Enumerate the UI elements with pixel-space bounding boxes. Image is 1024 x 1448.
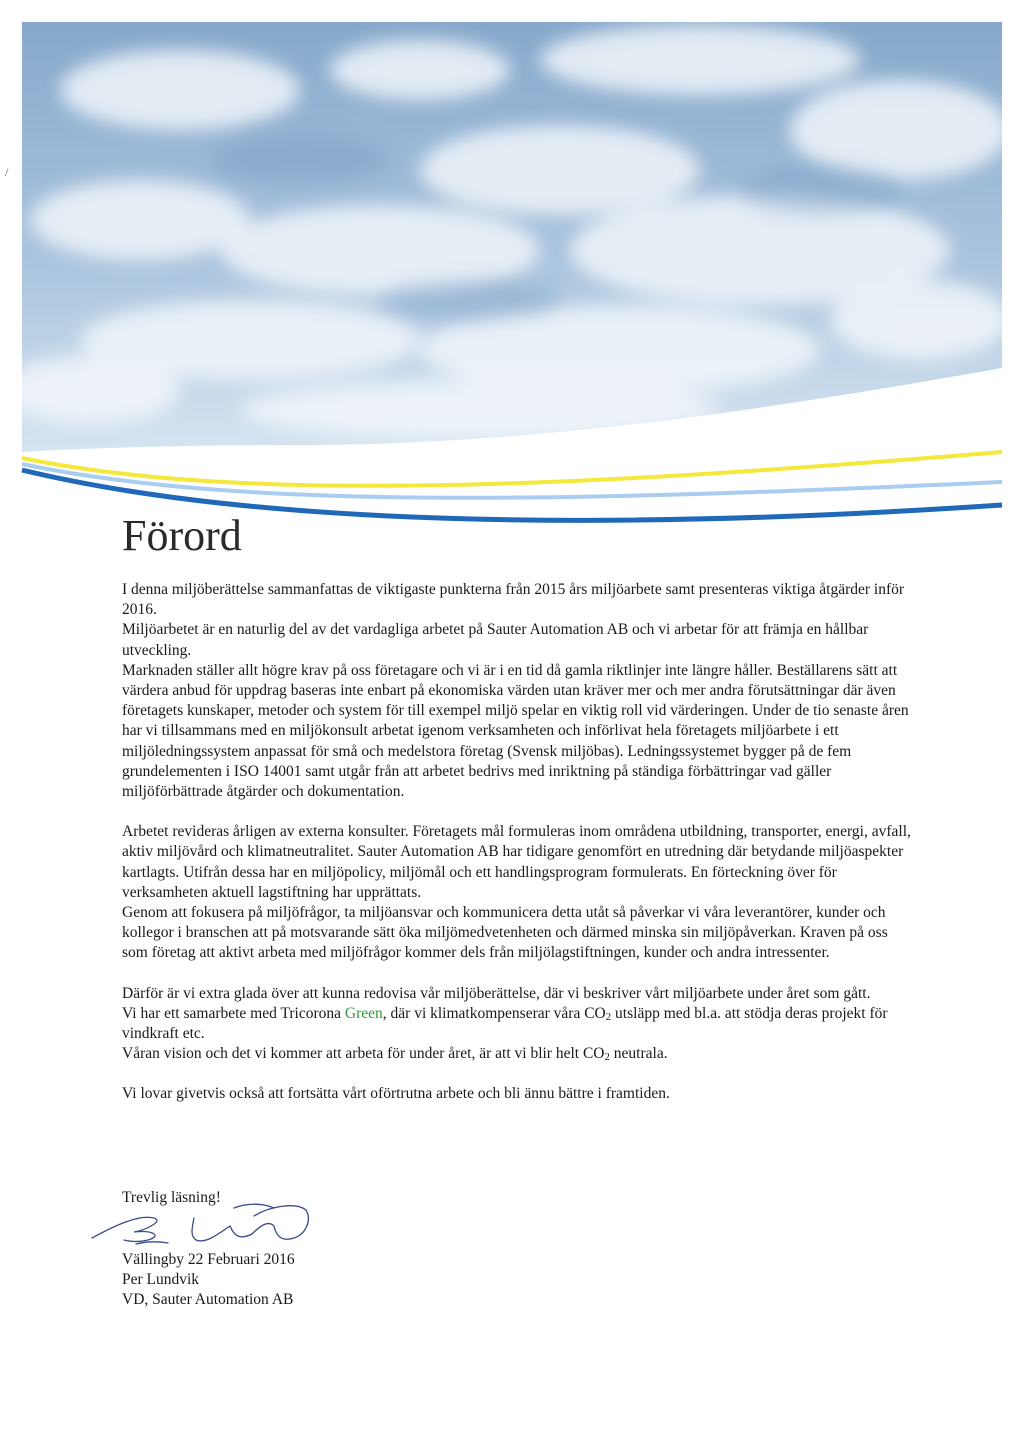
text-span: neutrala. bbox=[609, 1045, 668, 1063]
text-span: Våran vision och det vi kommer att arbeta för under året, är att vi blir helt CO bbox=[122, 1045, 605, 1063]
signature-block bbox=[122, 1250, 295, 1311]
sky-header-image bbox=[0, 0, 1024, 560]
text-span: Vi har ett samarbete med Tricorona bbox=[122, 1004, 345, 1022]
paragraph: Marknaden ställer allt högre krav på oss företagare och vi är i en tid då gamla riktlinjer inte längre håller. Beställarens sätt att värdera anbud för uppdrag baseras inte enbart på ekonomiska värden utan kräver mer och mer andra förutsättningar där även företagets kunskaper, metoder och system för till exempel miljö spelar en viktig roll vid värderingen. Under de tio senaste åren har vi tillsammans med en miljökonsult arbetat igenom verksamheten och införlivat hela företagets miljöarbete i ett miljöledningssystem anpassat för små och medelstora företag (Svensk miljöbas). Ledningssystemet bygger på de fem grundelementen i ISO 14001 samt utgår från att arbetet bedrivs med inriktning på ständiga förbättringar vad gäller miljöförbättrade åtgärder och dokumentation. bbox=[122, 661, 909, 801]
paragraph: Miljöarbetet är en naturlig del av det vardagliga arbetet på Sauter Automation AB och vi arbetar för att främja en hållbar utveckling. bbox=[122, 621, 869, 659]
body-text bbox=[122, 580, 912, 1105]
page-title: Förord bbox=[122, 511, 242, 560]
paragraph: Genom att fokusera på miljöfrågor, ta miljöansvar och kommunicera detta utåt så påverkar vi våra leverantörer, kunder och kollegor i branschen att på motsvarande sätt öka miljömedvetenheten och därmed minska sin miljöpåverkan. Kraven på oss som företag att aktivt arbeta med miljöfrågor kommer dels från miljölagstiftningen, kunder och andra intressenter. bbox=[122, 904, 888, 962]
closing: Trevlig läsning! bbox=[122, 1189, 221, 1206]
subscript: 2 bbox=[604, 1051, 610, 1064]
place-date: Vällingby 22 Februari 2016 bbox=[122, 1251, 295, 1268]
signer-role: VD, Sauter Automation AB bbox=[122, 1291, 294, 1309]
paragraph: I denna miljöberättelse sammanfattas de viktigaste punkterna från 2015 års miljöarbete samt presenteras viktiga åtgärder inför 2016. bbox=[122, 581, 905, 619]
scan-mark: / bbox=[5, 165, 9, 179]
paragraph: Därför är vi extra glada över att kunna redovisa vår miljöberättelse, där vi beskriver vårt miljöarbete under året som gått. bbox=[122, 984, 871, 1002]
text-span: utsläpp med bl.a. att stödja deras projekt för vindkraft etc. bbox=[122, 1004, 888, 1043]
paragraph-vision bbox=[122, 1044, 912, 1064]
paragraph: Arbetet revideras årligen av externa konsulter. Företagets mål formuleras inom områdena utbildning, transporter, energi, avfall, aktiv miljövård och klimatneutralitet. Sauter Automation AB har tidigare genomfört en utredning där betydande miljöaspekter kartlagts. Utifrån dessa har en miljöpolicy, miljömål och ett handlingsprogram formulerats. En förteckning över för verksamheten aktuell lagstiftning har upprättats. bbox=[122, 823, 911, 901]
text-span: , där vi klimatkompenserar våra CO bbox=[382, 1004, 606, 1022]
green-word: Green bbox=[344, 1004, 383, 1022]
paragraph: Vi lovar givetvis också att fortsätta vårt oförtrutna arbete och bli ännu bättre i framtiden. bbox=[122, 1085, 670, 1103]
paragraph-tricorona bbox=[122, 1004, 912, 1044]
signer-name: Per Lundvik bbox=[122, 1271, 200, 1289]
subscript: 2 bbox=[605, 1010, 612, 1023]
